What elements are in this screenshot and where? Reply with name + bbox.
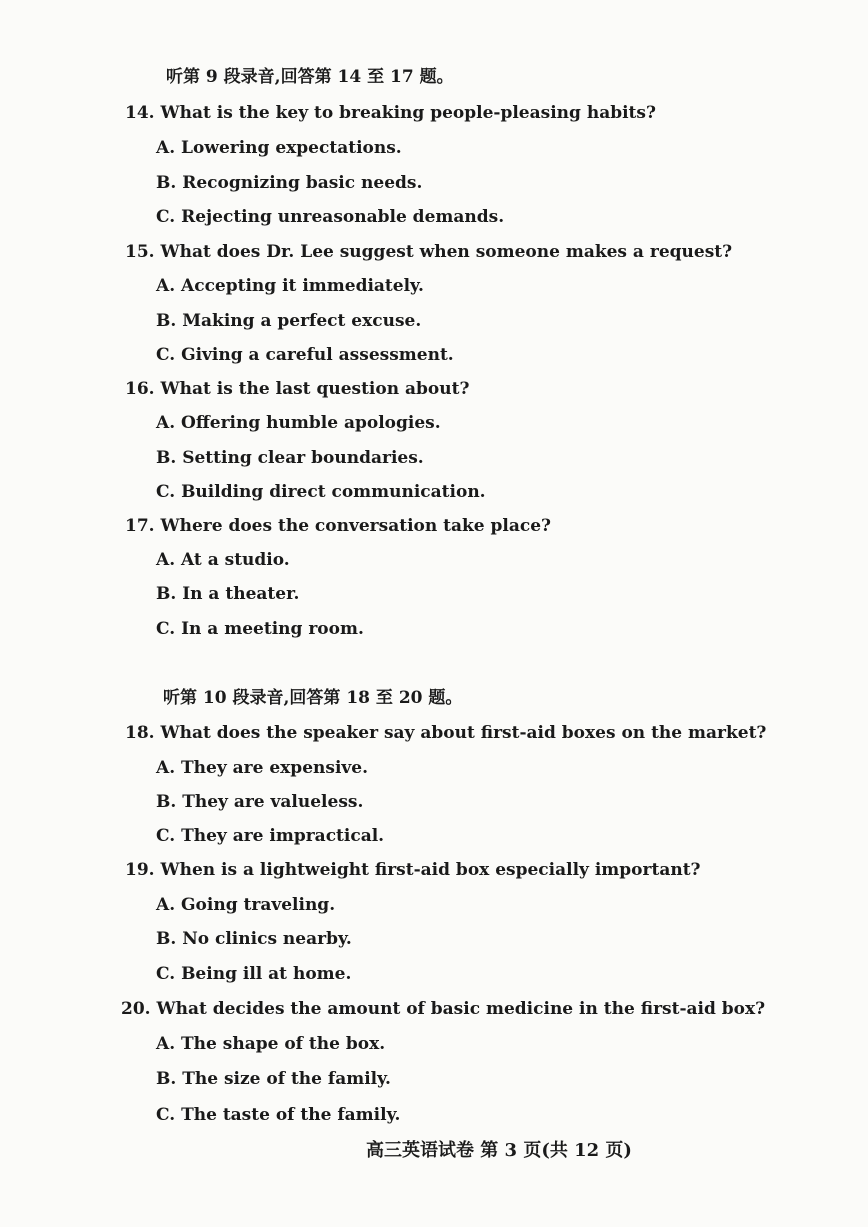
question-16-option-c: C. Building direct communication. — [156, 482, 486, 502]
question-15-option-c: C. Giving a careful assessment. — [156, 345, 454, 365]
question-19-option-c: C. Being ill at home. — [156, 964, 352, 984]
question-17-option-a: A. At a studio. — [156, 550, 290, 570]
question-16: 16. What is the last question about? — [125, 379, 470, 399]
question-14-option-b: B. Recognizing basic needs. — [156, 173, 423, 193]
section-heading: 听第 9 段录音,回答第 14 至 17 题。 — [166, 67, 454, 87]
question-18-option-a: A. They are expensive. — [156, 758, 369, 778]
question-19-option-a: A. Going traveling. — [156, 895, 336, 915]
question-18-option-c: C. They are impractical. — [156, 826, 385, 846]
question-17-option-b: B. In a theater. — [156, 584, 300, 604]
question-19-option-b: B. No clinics nearby. — [156, 929, 352, 949]
question-17: 17. Where does the conversation take place? — [125, 516, 552, 536]
question-20-option-a: A. The shape of the box. — [156, 1034, 386, 1054]
question-16-option-b: B. Setting clear boundaries. — [156, 448, 424, 468]
question-20-option-c: C. The taste of the family. — [156, 1105, 401, 1125]
question-15: 15. What does Dr. Lee suggest when someone makes a request? — [125, 242, 733, 262]
page-footer: 高三英语试卷 第 3 页(共 12 页) — [366, 1140, 632, 1161]
question-17-option-c: C. In a meeting room. — [156, 619, 364, 639]
question-16-option-a: A. Offering humble apologies. — [156, 413, 441, 433]
question-14: 14. What is the key to breaking people-pleasing habits? — [125, 103, 656, 123]
question-15-option-a: A. Accepting it immediately. — [156, 276, 424, 296]
question-20-option-b: B. The size of the family. — [156, 1069, 391, 1089]
section-heading: 听第 10 段录音,回答第 18 至 20 题。 — [163, 688, 463, 708]
question-14-option-c: C. Rejecting unreasonable demands. — [156, 207, 505, 227]
question-18: 18. What does the speaker say about first-aid boxes on the market? — [125, 723, 767, 743]
question-19: 19. When is a lightweight first-aid box especially important? — [125, 860, 701, 880]
question-18-option-b: B. They are valueless. — [156, 792, 364, 812]
question-15-option-b: B. Making a perfect excuse. — [156, 311, 422, 331]
question-14-option-a: A. Lowering expectations. — [156, 138, 402, 158]
question-20: 20. What decides the amount of basic medicine in the first-aid box? — [121, 999, 766, 1019]
